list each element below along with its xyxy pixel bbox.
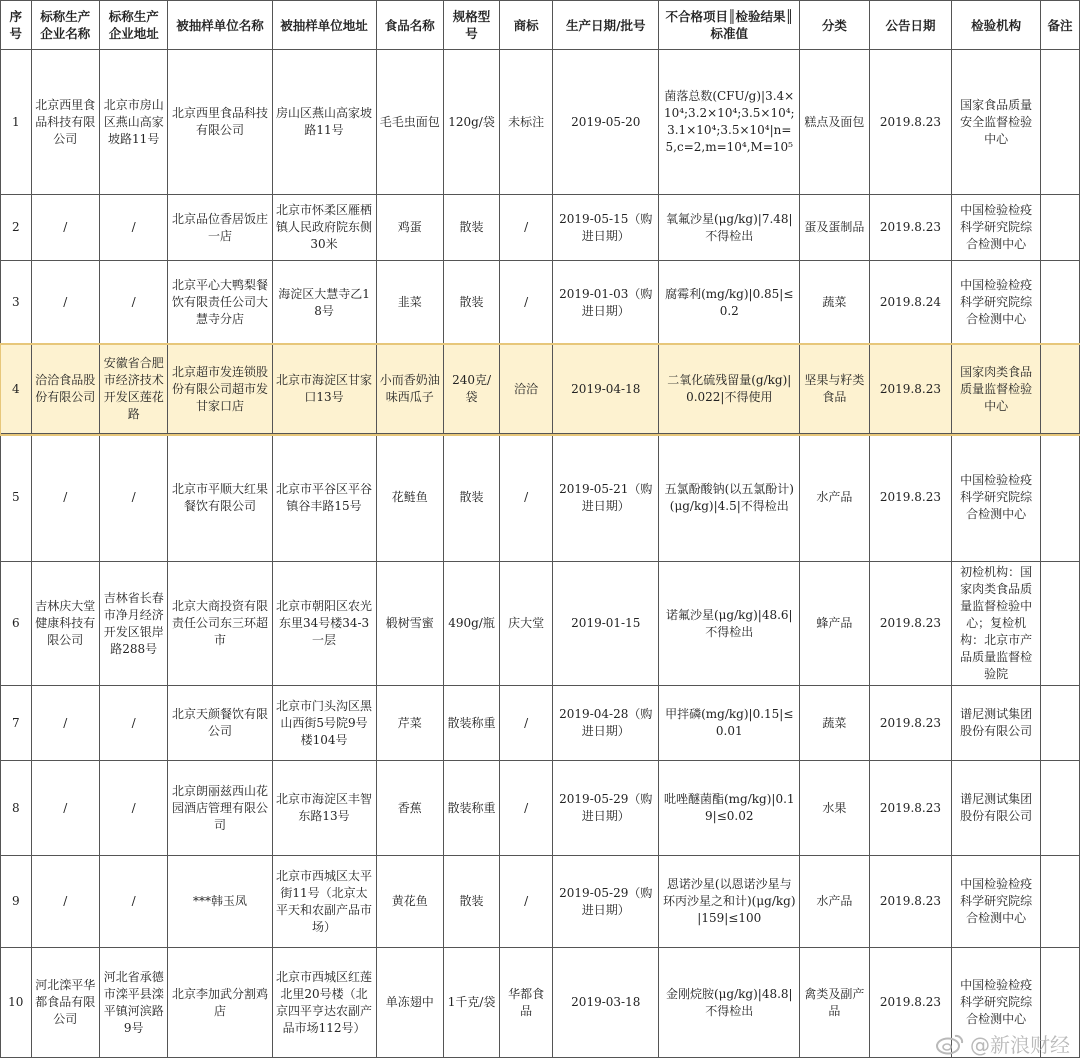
cell-item: 五氯酚酸钠(以五氯酚计)(μg/kg)|4.5|不得检出 [659, 434, 800, 562]
cell-note [1041, 856, 1080, 948]
cell-brand: / [500, 195, 553, 261]
weibo-logo-icon [936, 1033, 964, 1055]
cell-note [1041, 562, 1080, 686]
cell-spec: 120g/袋 [443, 50, 499, 195]
cell-category: 水果 [800, 761, 869, 856]
cell-spec: 散装 [443, 261, 499, 345]
cell-brand: / [500, 686, 553, 761]
cell-note [1041, 761, 1080, 856]
cell-producer: / [31, 195, 99, 261]
header-pub-date: 公告日期 [869, 1, 952, 50]
cell-pub-date: 2019.8.24 [869, 261, 952, 345]
table-row [1, 761, 1080, 856]
cell-producer: 洽洽食品股份有限公司 [31, 345, 99, 434]
cell-category: 糕点及面包 [800, 50, 869, 195]
cell-brand: / [500, 856, 553, 948]
cell-spec: 490g/瓶 [443, 562, 499, 686]
table-row [1, 856, 1080, 948]
cell-category: 蛋及蛋制品 [800, 195, 869, 261]
cell-agency: 初检机构：国家肉类食品质量监督检验中心；复检机构：北京市产品质量监督检验院 [952, 562, 1041, 686]
cell-no: 5 [1, 434, 32, 562]
cell-food: 黄花鱼 [376, 856, 443, 948]
table-row [1, 261, 1080, 345]
cell-no: 4 [1, 345, 32, 434]
cell-category: 禽类及副产品 [800, 948, 869, 1058]
cell-agency: 国家肉类食品质量监督检验中心 [952, 345, 1041, 434]
cell-sampled-addr: 北京市西城区红莲北里20号楼（北京四平亨达农副产品市场112号） [272, 948, 376, 1058]
table-row [1, 562, 1080, 686]
cell-sampled-addr: 北京市西城区太平街11号（北京太平天和农副产品市场） [272, 856, 376, 948]
cell-date: 2019-05-29（购进日期） [553, 856, 659, 948]
cell-spec: 散装 [443, 434, 499, 562]
cell-agency: 中国检验检疫科学研究院综合检测中心 [952, 195, 1041, 261]
cell-producer-addr: / [100, 434, 168, 562]
cell-no: 2 [1, 195, 32, 261]
cell-sampled-addr: 北京市朝阳区农光东里34号楼34-3一层 [272, 562, 376, 686]
cell-brand: / [500, 434, 553, 562]
cell-agency: 中国检验检疫科学研究院综合检测中心 [952, 948, 1041, 1058]
cell-sampled-unit: 北京平心大鸭梨餐饮有限责任公司大慧寺分店 [168, 261, 272, 345]
cell-spec: 散装称重 [443, 761, 499, 856]
cell-pub-date: 2019.8.23 [869, 856, 952, 948]
cell-item: 诺氟沙星(μg/kg)|48.6|不得检出 [659, 562, 800, 686]
cell-spec: 散装 [443, 856, 499, 948]
header-no: 序号 [1, 1, 32, 50]
cell-food: 花鲢鱼 [376, 434, 443, 562]
cell-producer: 河北滦平华都食品有限公司 [31, 948, 99, 1058]
table-row [1, 686, 1080, 761]
cell-sampled-unit: 北京西里食品科技有限公司 [168, 50, 272, 195]
cell-category: 蔬菜 [800, 261, 869, 345]
cell-sampled-unit: 北京超市发连锁股份有限公司超市发甘家口店 [168, 345, 272, 434]
cell-food: 椴树雪蜜 [376, 562, 443, 686]
cell-category: 蔬菜 [800, 686, 869, 761]
cell-producer: / [31, 261, 99, 345]
header-producer-addr: 标称生产企业地址 [100, 1, 168, 50]
cell-spec: 240克/袋 [443, 345, 499, 434]
cell-no: 3 [1, 261, 32, 345]
cell-date: 2019-04-18 [553, 345, 659, 434]
cell-date: 2019-01-15 [553, 562, 659, 686]
cell-pub-date: 2019.8.23 [869, 562, 952, 686]
cell-producer-addr: 安徽省合肥市经济技术开发区莲花路 [100, 345, 168, 434]
cell-pub-date: 2019.8.23 [869, 948, 952, 1058]
cell-category: 蜂产品 [800, 562, 869, 686]
cell-item: 菌落总数(CFU/g)|3.4×10⁴;3.2×10⁴;3.5×10⁴;3.1×10⁴;3.5×10⁴|n=5,c=2,m=10⁴,M=10⁵ [659, 50, 800, 195]
cell-agency: 谱尼测试集团股份有限公司 [952, 761, 1041, 856]
cell-category: 水产品 [800, 434, 869, 562]
cell-note [1041, 195, 1080, 261]
cell-item: 二氧化硫残留量(g/kg)|0.022|不得使用 [659, 345, 800, 434]
header-food: 食品名称 [376, 1, 443, 50]
cell-no: 10 [1, 948, 32, 1058]
cell-note [1041, 434, 1080, 562]
cell-date: 2019-05-21（购进日期） [553, 434, 659, 562]
cell-agency: 中国检验检疫科学研究院综合检测中心 [952, 261, 1041, 345]
cell-producer: 北京西里食品科技有限公司 [31, 50, 99, 195]
cell-sampled-addr: 海淀区大慧寺乙18号 [272, 261, 376, 345]
cell-producer-addr: / [100, 686, 168, 761]
cell-spec: 散装称重 [443, 686, 499, 761]
table-row [1, 345, 1080, 434]
cell-pub-date: 2019.8.23 [869, 345, 952, 434]
cell-agency: 国家食品质量安全监督检验中心 [952, 50, 1041, 195]
cell-producer: / [31, 686, 99, 761]
cell-food: 鸡蛋 [376, 195, 443, 261]
cell-brand: 未标注 [500, 50, 553, 195]
header-note: 备注 [1041, 1, 1080, 50]
cell-producer-addr: 吉林省长春市净月经济开发区银岸路288号 [100, 562, 168, 686]
cell-producer-addr: / [100, 261, 168, 345]
table-row [1, 948, 1080, 1058]
cell-producer-addr: 北京市房山区燕山高家坡路11号 [100, 50, 168, 195]
cell-category: 坚果与籽类食品 [800, 345, 869, 434]
cell-item: 氧氟沙星(μg/kg)|7.48|不得检出 [659, 195, 800, 261]
cell-producer: / [31, 434, 99, 562]
cell-sampled-unit: 北京市平顺大红果餐饮有限公司 [168, 434, 272, 562]
cell-pub-date: 2019.8.23 [869, 761, 952, 856]
watermark [936, 1029, 1070, 1058]
cell-food: 小而香奶油味西瓜子 [376, 345, 443, 434]
header-brand: 商标 [500, 1, 553, 50]
cell-no: 7 [1, 686, 32, 761]
table-row [1, 434, 1080, 562]
cell-sampled-addr: 北京市海淀区丰智东路13号 [272, 761, 376, 856]
cell-date: 2019-05-20 [553, 50, 659, 195]
cell-sampled-unit: 北京朗丽兹西山花园酒店管理有限公司 [168, 761, 272, 856]
cell-producer: / [31, 761, 99, 856]
cell-food: 毛毛虫面包 [376, 50, 443, 195]
cell-sampled-addr: 北京市海淀区甘家口13号 [272, 345, 376, 434]
cell-agency: 中国检验检疫科学研究院综合检测中心 [952, 434, 1041, 562]
cell-sampled-addr: 北京市平谷区平谷镇谷丰路15号 [272, 434, 376, 562]
cell-brand: / [500, 261, 553, 345]
cell-spec: 散装 [443, 195, 499, 261]
cell-date: 2019-03-18 [553, 948, 659, 1058]
cell-note [1041, 345, 1080, 434]
cell-no: 1 [1, 50, 32, 195]
cell-producer-addr: / [100, 195, 168, 261]
cell-date: 2019-05-29（购进日期） [553, 761, 659, 856]
header-category: 分类 [800, 1, 869, 50]
cell-date: 2019-05-15（购进日期） [553, 195, 659, 261]
cell-sampled-unit: 北京品位香居饭庄一店 [168, 195, 272, 261]
table-row [1, 195, 1080, 261]
cell-producer-addr: / [100, 856, 168, 948]
table-row [1, 50, 1080, 195]
header-sampled-addr: 被抽样单位地址 [272, 1, 376, 50]
cell-producer: 吉林庆大堂健康科技有限公司 [31, 562, 99, 686]
cell-agency: 中国检验检疫科学研究院综合检测中心 [952, 856, 1041, 948]
table-header-row [1, 1, 1080, 50]
cell-spec: 1千克/袋 [443, 948, 499, 1058]
header-item: 不合格项目║检验结果║标准值 [659, 1, 800, 50]
cell-item: 金刚烷胺(μg/kg)|48.8|不得检出 [659, 948, 800, 1058]
cell-food: 香蕉 [376, 761, 443, 856]
cell-item: 甲拌磷(mg/kg)|0.15|≤0.01 [659, 686, 800, 761]
cell-pub-date: 2019.8.23 [869, 434, 952, 562]
cell-item: 吡唑醚菌酯(mg/kg)|0.19|≤0.02 [659, 761, 800, 856]
cell-sampled-addr: 房山区燕山高家坡路11号 [272, 50, 376, 195]
cell-sampled-unit: 北京李加武分割鸡店 [168, 948, 272, 1058]
cell-food: 韭菜 [376, 261, 443, 345]
cell-note [1041, 50, 1080, 195]
cell-note [1041, 261, 1080, 345]
cell-sampled-unit: ***韩玉凤 [168, 856, 272, 948]
cell-brand: 洽洽 [500, 345, 553, 434]
cell-no: 6 [1, 562, 32, 686]
header-agency: 检验机构 [952, 1, 1041, 50]
cell-date: 2019-04-28（购进日期） [553, 686, 659, 761]
cell-sampled-addr: 北京市怀柔区雁栖镇人民政府院东侧30米 [272, 195, 376, 261]
cell-brand: / [500, 761, 553, 856]
header-producer: 标称生产企业名称 [31, 1, 99, 50]
header-date: 生产日期/批号 [553, 1, 659, 50]
cell-no: 8 [1, 761, 32, 856]
cell-food: 芹菜 [376, 686, 443, 761]
cell-sampled-unit: 北京天颜餐饮有限公司 [168, 686, 272, 761]
cell-producer: / [31, 856, 99, 948]
cell-producer-addr: / [100, 761, 168, 856]
watermark-text: @新浪财经 [970, 1033, 1070, 1057]
cell-item: 恩诺沙星(以恩诺沙星与环丙沙星之和计)(μg/kg)|159|≤100 [659, 856, 800, 948]
cell-category: 水产品 [800, 856, 869, 948]
cell-pub-date: 2019.8.23 [869, 195, 952, 261]
cell-note [1041, 686, 1080, 761]
cell-brand: 华都食品 [500, 948, 553, 1058]
cell-no: 9 [1, 856, 32, 948]
cell-food: 单冻翅中 [376, 948, 443, 1058]
cell-sampled-unit: 北京大商投资有限责任公司东三环超市 [168, 562, 272, 686]
cell-pub-date: 2019.8.23 [869, 686, 952, 761]
cell-pub-date: 2019.8.23 [869, 50, 952, 195]
cell-agency: 谱尼测试集团股份有限公司 [952, 686, 1041, 761]
header-sampled-unit: 被抽样单位名称 [168, 1, 272, 50]
cell-date: 2019-01-03（购进日期） [553, 261, 659, 345]
header-spec: 规格型号 [443, 1, 499, 50]
cell-sampled-addr: 北京市门头沟区黑山西街5号院9号楼104号 [272, 686, 376, 761]
cell-producer-addr: 河北省承德市滦平县滦平镇河滨路9号 [100, 948, 168, 1058]
cell-item: 腐霉利(mg/kg)|0.85|≤0.2 [659, 261, 800, 345]
cell-brand: 庆大堂 [500, 562, 553, 686]
